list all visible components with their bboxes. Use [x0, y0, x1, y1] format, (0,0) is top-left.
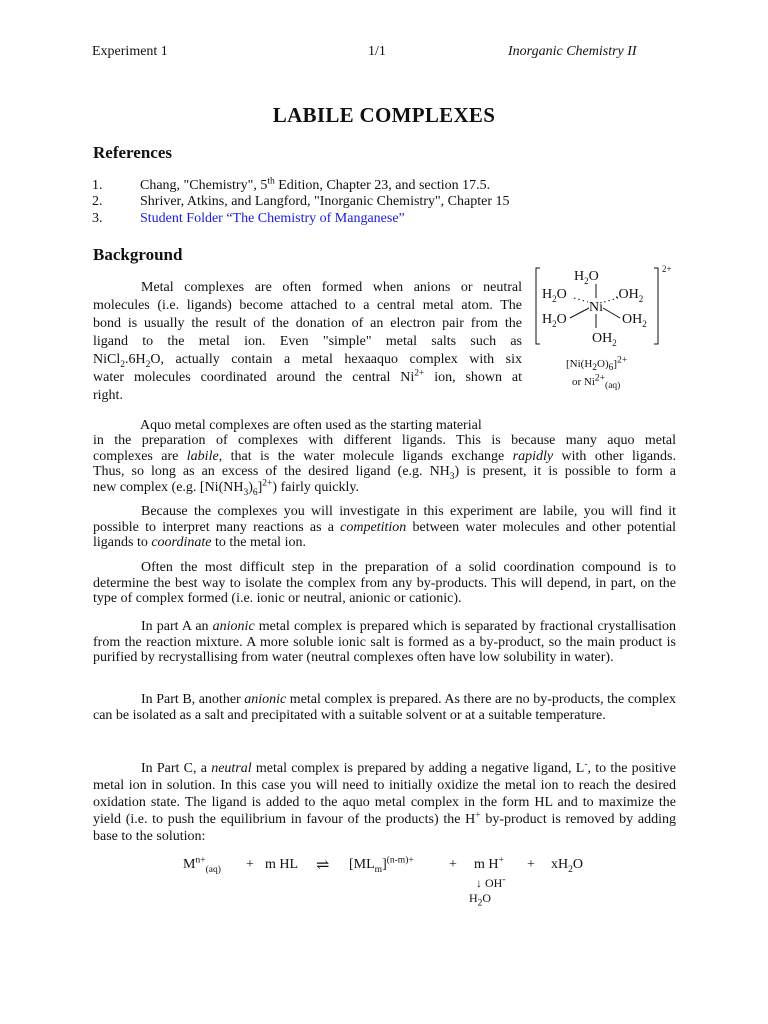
water-ligand-lower-right: $OH_2$: [622, 312, 647, 329]
reference-3: [92, 211, 103, 227]
reference-2-text: Shriver, Atkins, and Langford, "Inorganic Chemistry", Chapter 15: [140, 194, 510, 209]
equation-base-addition: ↓ OH-: [476, 875, 506, 890]
equation-plus-1: +: [246, 857, 254, 872]
figure-caption-aq: or $Ni^{2+}_{(aq)}$: [572, 373, 621, 392]
reference-number: 2.: [92, 194, 103, 209]
equation-plus-2: +: [449, 857, 457, 872]
bond-lower-right: [603, 308, 620, 318]
paragraph-7: In Part C, a neutral metal complex is prepared by adding a negative ligand, L-, to the positive metal ion in solution. In this case you will need to initially oxidize the metal ion to reach the desired oxidation state. The ligand is added to the aquo metal complex in the form HL and to maximize the yield (i.e. to push the equilibrium in favour of the products) the H+ by-product is removed by adding base to the solution:: [93, 759, 677, 844]
background-heading: Background: [93, 245, 183, 264]
reference-2: [92, 194, 103, 210]
complex-charge: 2+: [662, 264, 672, 274]
reference-1: [92, 178, 103, 194]
equation-base-product: $H_2O$: [469, 891, 492, 909]
page-title: LABILE COMPLEXES: [272, 103, 496, 127]
figure-caption-formula: $[Ni(H_2O)_6]^{2+}$: [566, 355, 628, 374]
equilibrium-arrow: ⇌: [316, 857, 330, 874]
reference-1-text: Chang, "Chemistry", 5th Edition, Chapter 23, and section 17.5.: [140, 176, 491, 193]
equation-product-complex: $[ML_m]^{(n-m)+}$: [349, 855, 414, 875]
header-page-number: 1/1: [368, 44, 386, 59]
paragraph-3: Because the complexes you will investigate in this experiment are labile, you will find it possible to interpret many reactions as a competition between water molecules and other potential ligands to coordinate to the metal ion.: [93, 504, 676, 550]
paragraph-5: In part A an anionic metal complex is prepared which is separated by fractional crystallisation from the reaction mixture. A more soluble ionic salt is formed as a by-product, so the main product is purified by recrystallising from water (neutral complexes often have low solubility in water).: [93, 619, 676, 665]
bond-lower-left: [570, 308, 589, 318]
paragraph-2-first-line: Aquo metal complexes are often used as the starting material: [140, 418, 482, 433]
water-ligand-top: $H_2O$: [574, 269, 599, 286]
header-left: Experiment 1: [92, 44, 168, 59]
right-bracket: [654, 268, 658, 344]
bond-upper-left: [574, 298, 588, 302]
paragraph-6: In Part B, another anionic metal complex is prepared. As there are no by-products, the complex can be isolated as a salt and precipitated with a suitable solvent or at a suitable temperature.: [93, 692, 676, 723]
reference-number: 3.: [92, 211, 103, 226]
equation-proton: m H+: [474, 855, 504, 872]
water-ligand-upper-left: $H_2O$: [542, 287, 567, 304]
water-ligand-bottom: $OH_2$: [592, 331, 617, 348]
equation-water: $xH_2O$: [551, 857, 583, 875]
equation-ligand: m HL: [265, 857, 299, 872]
water-ligand-lower-left: $H_2O$: [542, 312, 567, 329]
reference-number: 1.: [92, 178, 103, 193]
equation-reactant-metal: $M^{n+}_{(aq)}$: [183, 855, 221, 875]
equation-plus-3: +: [527, 857, 535, 872]
paragraph-4: Often the most difficult step in the preparation of a solid coordination compound is to determine the best way to isolate the complex from any by-products. This will depend, in part, on the type of complex formed (i.e. ionic or neutral, anionic or cationic).: [93, 560, 676, 606]
left-bracket: [536, 268, 540, 344]
header-right: Inorganic Chemistry II: [508, 44, 637, 59]
paragraph-1: Metal complexes are often formed when anions or neutral molecules (i.e. ligands) become attached to a central metal atom. The bond is usually the result of the donation of an electron pair from the ligand to the metal ion. Even "simple" metal salts such as $NiCl_2.6H_2O$, actually contain a metal hexaaquo complex with six water molecules coordinated around the central $Ni^{2+}$ ion, shown at right.: [93, 280, 522, 403]
student-folder-link[interactable]: Student Folder “The Chemistry of Manganese”: [140, 211, 405, 226]
water-ligand-upper-right: $.OH_2$: [615, 287, 644, 304]
references-heading: References: [93, 143, 172, 162]
paragraph-2: in the preparation of complexes with different ligands. This is because many aquo metal complexes are labile, that is the water molecule ligands exchange rapidly with other ligands. Thus, so long as an excess of the desired ligand (e.g. $NH_3$) is present, it is possible to form a new complex (e.g. $[Ni(NH_3)_6]^{2+}$) fairly quickly.: [93, 433, 676, 498]
nickel-center: Ni: [589, 300, 603, 315]
